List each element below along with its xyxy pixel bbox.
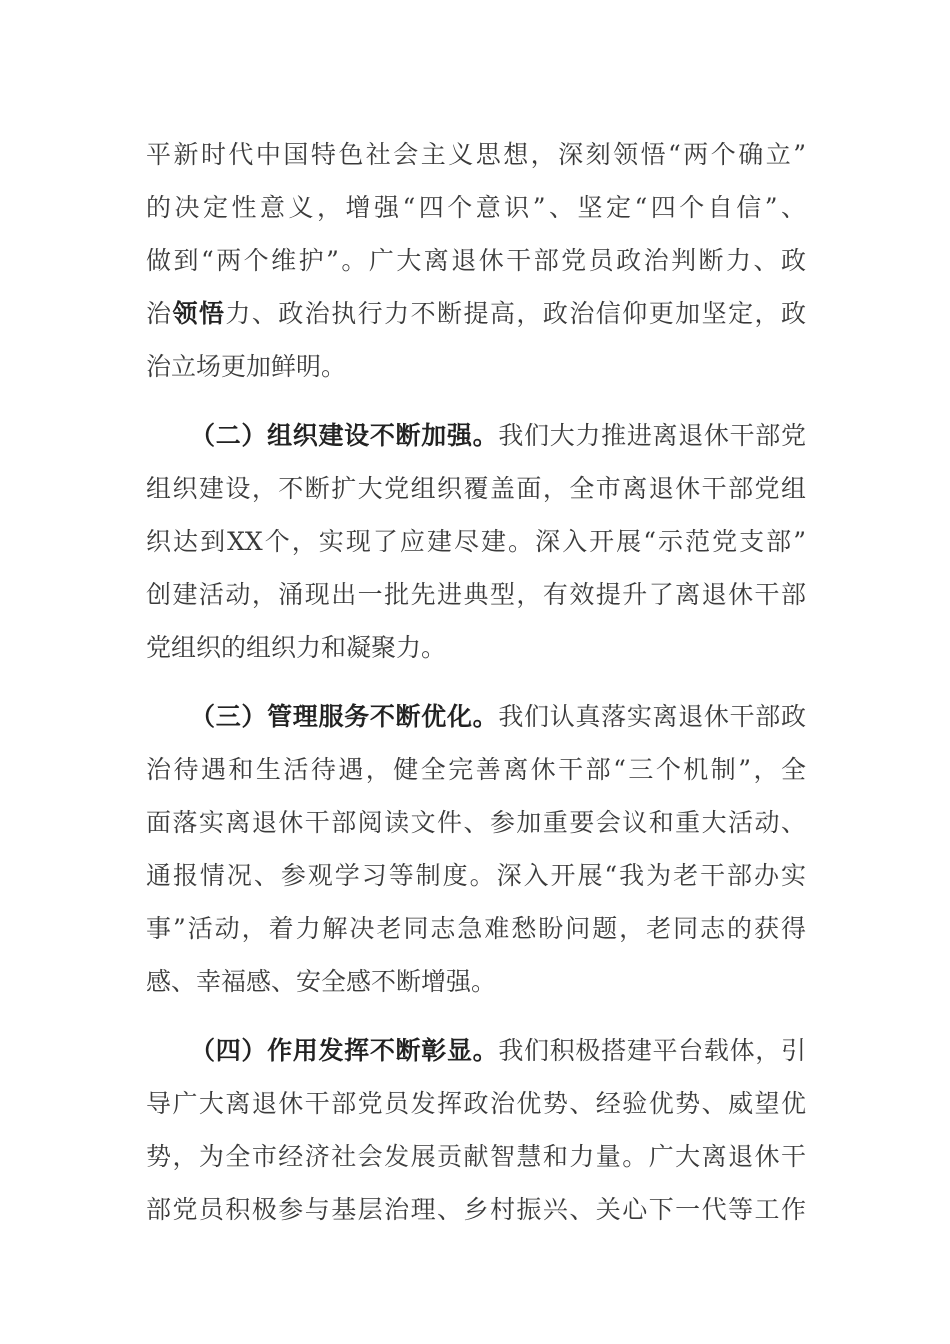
section-heading: （二）组织建设不断加强。 (190, 421, 499, 450)
paragraph-line: 部党员积极参与基层治理、乡村振兴、关心下一代等工作 (146, 1195, 806, 1224)
paragraph-first-line (146, 1024, 806, 1077)
text-run: 我们认真落实离退休干部政 (498, 702, 806, 731)
paragraph-4 (146, 1024, 806, 1236)
paragraph-first-line (146, 409, 806, 462)
paragraph-line: 事”活动，着力解决老同志急难愁盼问题，老同志的获得 (146, 914, 806, 943)
paragraph-line: 导广大离退休干部党员发挥政治优势、经验优势、威望优 (146, 1089, 806, 1118)
paragraph-line: 感、幸福感、安全感不断增强。 (146, 967, 497, 996)
bold-text-run: 领悟 (172, 299, 226, 328)
text-run: 力、政治执行力不断提高，政治信仰更加坚定，政 (225, 299, 806, 328)
text-run: 治 (146, 299, 173, 328)
paragraph-line: 组织建设，不断扩大党组织覆盖面，全市离退休干部党组 (146, 474, 806, 503)
paragraph-line: 的决定性意义，增强“四个意识”、坚定“四个自信”、 (146, 193, 806, 222)
paragraph-1 (146, 128, 806, 393)
paragraph-line: 做到“两个维护”。广大离退休干部党员政治判断力、政 (146, 246, 806, 275)
paragraph-first-line (146, 690, 806, 743)
paragraph-line: 通报情况、参观学习等制度。深入开展“我为老干部办实 (146, 861, 806, 890)
paragraph-line (146, 287, 806, 340)
text-run: 我们积极搭建平台载体，引 (498, 1036, 806, 1065)
paragraph-line: 势，为全市经济社会发展贡献智慧和力量。广大离退休干 (146, 1142, 806, 1171)
paragraph-3 (146, 690, 806, 1008)
paragraph-line: 治待遇和生活待遇，健全完善离休干部“三个机制”，全 (146, 755, 806, 784)
paragraph-line: 面落实离退休干部阅读文件、参加重要会议和重大活动、 (146, 808, 806, 837)
section-heading: （四）作用发挥不断彰显。 (190, 1036, 499, 1065)
section-heading: （三）管理服务不断优化。 (190, 702, 499, 731)
paragraph-2 (146, 409, 806, 674)
paragraph-line: 治立场更加鲜明。 (146, 352, 347, 381)
text-run: 我们大力推进离退休干部党 (498, 421, 806, 450)
paragraph-line: 创建活动，涌现出一批先进典型，有效提升了离退休干部 (146, 580, 806, 609)
paragraph-line: 平新时代中国特色社会主义思想，深刻领悟“两个确立” (146, 140, 806, 169)
document-body (146, 128, 806, 1236)
paragraph-line: 织达到XX个，实现了应建尽建。深入开展“示范党支部” (146, 527, 806, 556)
paragraph-line: 党组织的组织力和凝聚力。 (146, 633, 447, 662)
